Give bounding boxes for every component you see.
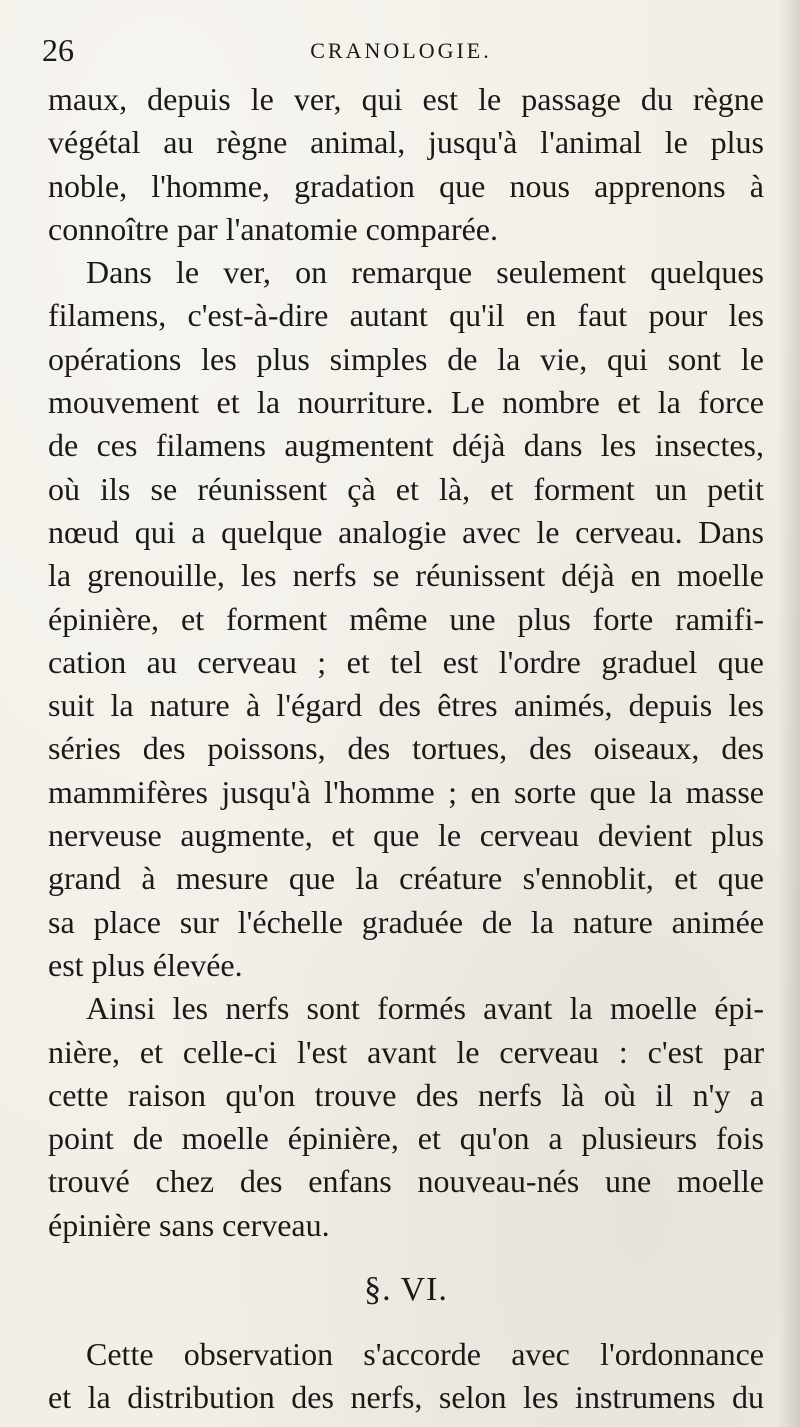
page-header xyxy=(42,30,760,74)
text-line: nerveuse augmente, et que le cerveau devient plus xyxy=(48,817,764,854)
text-line: végétal au règne animal, jusqu'à l'animal le plus xyxy=(48,124,764,161)
text-line: est plus élevée. xyxy=(48,946,243,983)
page-number: 26 xyxy=(42,32,74,68)
text-line: épinière sans cerveau. xyxy=(48,1206,330,1243)
text-line: noble, l'homme, gradation que nous apprenons à xyxy=(48,167,764,204)
text-line: nière, et celle-ci l'est avant le cerveau : c'est par xyxy=(48,1033,764,1070)
text-line: nœud qui a quelque analogie avec le cerveau. Dans xyxy=(48,513,764,550)
body-text xyxy=(48,78,764,1420)
text-line: Cette observation s'accorde avec l'ordonnance xyxy=(86,1336,764,1373)
section-heading: §. VI. xyxy=(364,1271,448,1309)
text-line: point de moelle épinière, et qu'on a plusieurs fois xyxy=(48,1120,764,1157)
text-line: connoître par l'anatomie comparée. xyxy=(48,210,498,247)
text-line: trouvé chez des enfans nouveau-nés une moelle xyxy=(48,1163,764,1200)
text-line: et la distribution des nerfs, selon les instrumens du xyxy=(48,1379,764,1416)
text-line: où ils se réunissent çà et là, et forment un petit xyxy=(48,470,764,507)
text-line: sa place sur l'échelle graduée de la nature animée xyxy=(48,903,764,940)
text-line: séries des poissons, des tortues, des oiseaux, des xyxy=(48,730,764,767)
text-line: la grenouille, les nerfs se réunissent déjà en moelle xyxy=(48,557,764,594)
text-line: cette raison qu'on trouve des nerfs là où il n'y a xyxy=(48,1076,764,1113)
text-line: mammifères jusqu'à l'homme ; en sorte que la masse xyxy=(48,773,764,810)
text-line: Dans le ver, on remarque seulement quelques xyxy=(86,254,764,291)
text-line: mouvement et la nourriture. Le nombre et la force xyxy=(48,384,764,421)
text-line: épinière, et forment même une plus forte ramifi- xyxy=(48,600,764,637)
text-line: suit la nature à l'égard des êtres animés, depuis les xyxy=(48,687,764,724)
text-line: Ainsi les nerfs sont formés avant la moelle épi- xyxy=(86,990,764,1027)
text-line: filamens, c'est-à-dire autant qu'il en faut pour les xyxy=(48,297,764,334)
text-line: de ces filamens augmentent déjà dans les insectes, xyxy=(48,427,764,464)
text-line: grand à mesure que la créature s'ennoblit, et que xyxy=(48,860,764,897)
text-line: maux, depuis le ver, qui est le passage du règne xyxy=(48,81,764,117)
page-edge-shadow xyxy=(778,0,800,1427)
running-head: CRANOLOGIE. xyxy=(310,38,492,63)
text-line: opérations les plus simples de la vie, qui sont le xyxy=(48,340,764,377)
text-line: cation au cerveau ; et tel est l'ordre graduel que xyxy=(48,643,764,680)
